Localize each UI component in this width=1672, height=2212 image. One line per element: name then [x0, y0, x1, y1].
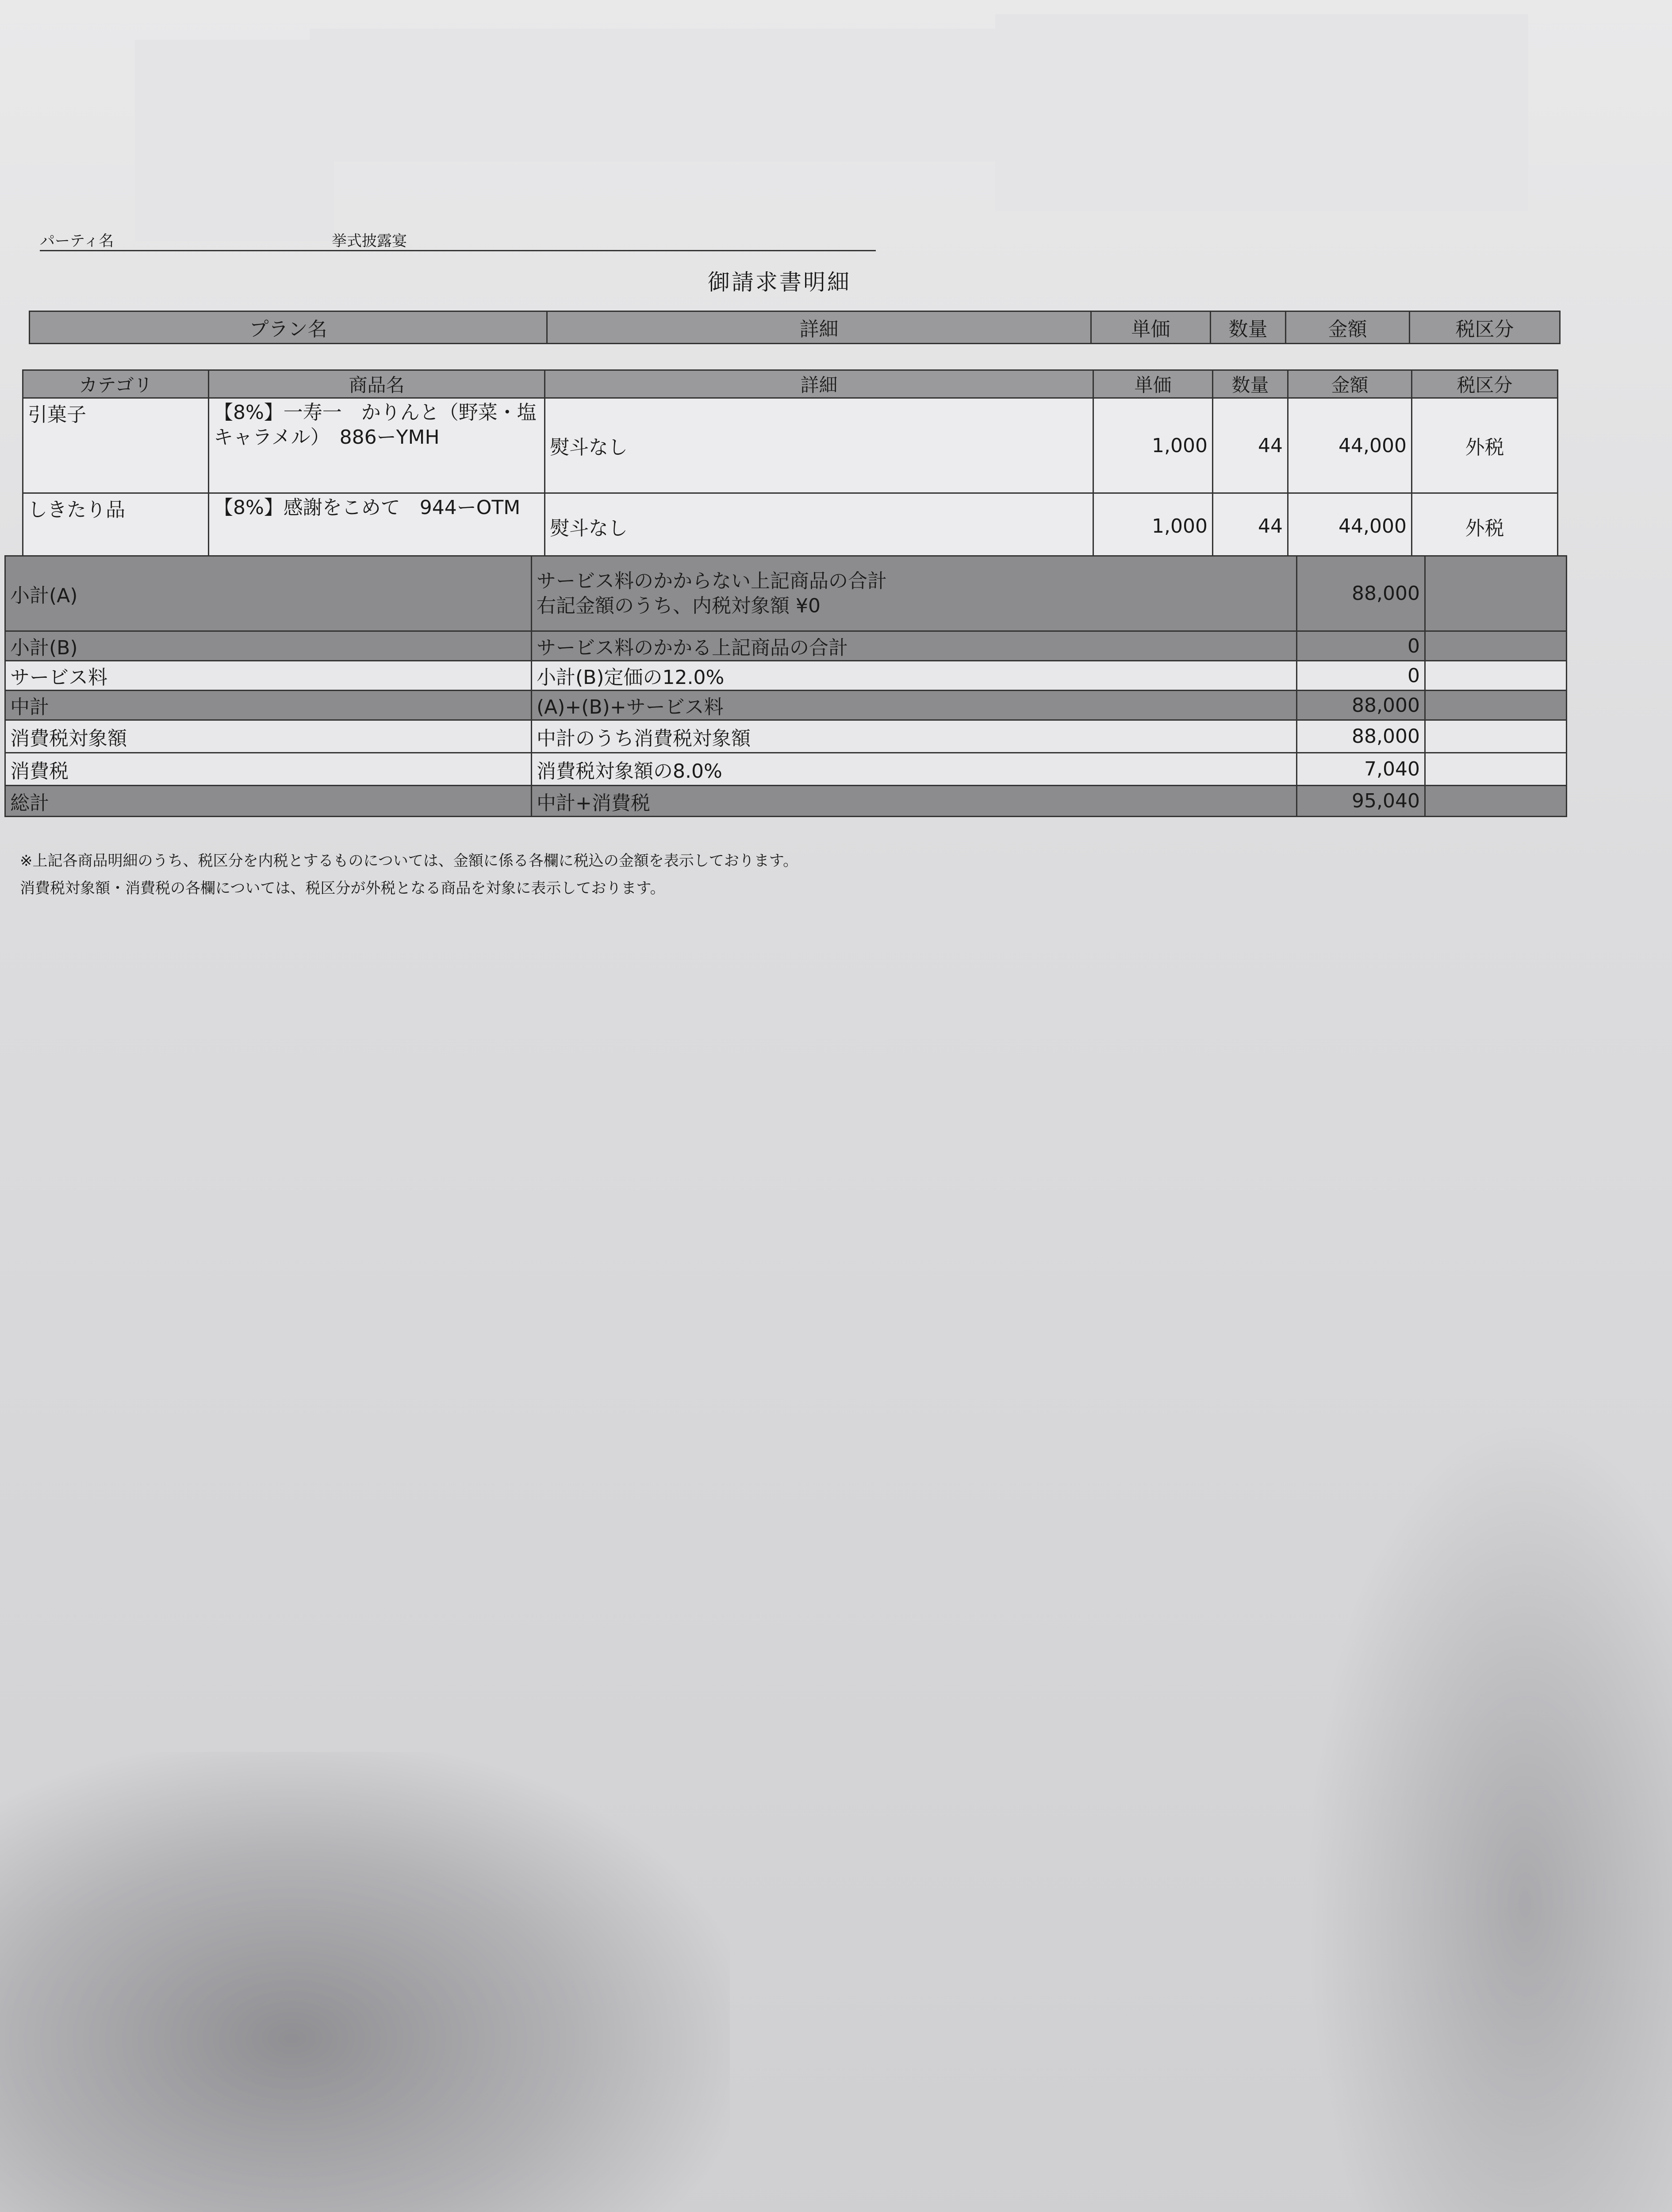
table-header-row: [23, 370, 1558, 398]
summary-label: 総計: [5, 786, 532, 817]
summary-table: [4, 555, 1567, 817]
table-row: [23, 493, 1558, 560]
document-title: 御請求書明細: [708, 269, 851, 295]
summary-value: 88,000: [1297, 720, 1425, 753]
summary-tax-cell: [1425, 753, 1567, 786]
summary-tax-cell: [1425, 631, 1567, 661]
summary-row-taxable: [5, 720, 1567, 753]
summary-value: 88,000: [1297, 691, 1425, 720]
summary-row-subtotal-b: [5, 631, 1567, 661]
column-header: 商品名: [209, 370, 545, 398]
column-header: 税区分: [1412, 370, 1558, 398]
tax-type-cell: 外税: [1412, 398, 1558, 493]
summary-row-tax: [5, 753, 1567, 786]
summary-label: 小計(B): [5, 631, 532, 661]
column-header: 詳細: [545, 370, 1093, 398]
summary-description: (A)+(B)+サービス料: [532, 691, 1297, 720]
table-header-row: [30, 311, 1560, 344]
redaction-block: [135, 40, 334, 241]
amount-cell: 44,000: [1288, 493, 1412, 560]
summary-description: [532, 556, 1297, 631]
summary-value: 0: [1297, 661, 1425, 691]
party-name: 挙式披露宴: [332, 232, 407, 250]
category-cell: 引菓子: [23, 398, 209, 493]
detail-cell: 熨斗なし: [545, 493, 1093, 560]
summary-value: 95,040: [1297, 786, 1425, 817]
column-header: 税区分: [1410, 311, 1560, 344]
tax-type-cell: 外税: [1412, 493, 1558, 560]
column-header: プラン名: [30, 311, 547, 344]
summary-label: 中計: [5, 691, 532, 720]
column-header: 単価: [1093, 370, 1213, 398]
column-header: 金額: [1286, 311, 1410, 344]
summary-row-service-fee: [5, 661, 1567, 691]
category-cell: しきたり品: [23, 493, 209, 560]
product-cell: 【8%】一寿一 かりんと（野菜・塩キャラメル） 886ーYMH: [209, 398, 545, 493]
quantity-cell: 44: [1213, 493, 1288, 560]
summary-label: 小計(A): [5, 556, 532, 631]
plan-table: [29, 311, 1561, 344]
quantity-cell: 44: [1213, 398, 1288, 493]
column-header: 数量: [1211, 311, 1286, 344]
redaction-block: [995, 14, 1528, 211]
footnote-line: 消費税対象額・消費税の各欄については、税区分が外税となる商品を対象に表示しております。: [20, 879, 665, 897]
product-cell: 【8%】感謝をこめて 944ーOTM: [209, 493, 545, 560]
summary-value: 0: [1297, 631, 1425, 661]
footnote-line: ※上記各商品明細のうち、税区分を内税とするものについては、金額に係る各欄に税込の金額を表示しております。: [20, 852, 798, 870]
column-header: カテゴリ: [23, 370, 209, 398]
summary-tax-cell: [1425, 661, 1567, 691]
summary-description: 小計(B)定価の12.0%: [532, 661, 1297, 691]
summary-tax-cell: [1425, 786, 1567, 817]
party-name-row: [40, 223, 876, 251]
column-header: 数量: [1213, 370, 1288, 398]
summary-label: 消費税: [5, 753, 532, 786]
amount-cell: 44,000: [1288, 398, 1412, 493]
summary-description: 中計のうち消費税対象額: [532, 720, 1297, 753]
summary-tax-cell: [1425, 691, 1567, 720]
unit-price-cell: 1,000: [1093, 398, 1213, 493]
table-row: [23, 398, 1558, 493]
items-table: [22, 369, 1558, 560]
summary-description: 中計+消費税: [532, 786, 1297, 817]
summary-row-subtotal-a: [5, 556, 1567, 631]
summary-label: 消費税対象額: [5, 720, 532, 753]
summary-label: サービス料: [5, 661, 532, 691]
summary-description-line: 右記金額のうち、内税対象額 ¥0: [537, 594, 821, 617]
column-header: 詳細: [547, 311, 1091, 344]
paper-shadow: [0, 1752, 730, 2212]
redaction-block: [310, 29, 995, 161]
column-header: 金額: [1288, 370, 1412, 398]
summary-row-total: [5, 786, 1567, 817]
summary-value: 7,040: [1297, 753, 1425, 786]
summary-value: 88,000: [1297, 556, 1425, 631]
summary-description: サービス料のかかる上記商品の合計: [532, 631, 1297, 661]
detail-cell: 熨斗なし: [545, 398, 1093, 493]
summary-tax-cell: [1425, 556, 1567, 631]
summary-description-line: サービス料のかからない上記商品の合計: [537, 569, 887, 592]
summary-description: 消費税対象額の8.0%: [532, 753, 1297, 786]
unit-price-cell: 1,000: [1093, 493, 1213, 560]
summary-row-midtotal: [5, 691, 1567, 720]
footnotes: [20, 847, 798, 902]
paper-shadow: [1305, 1416, 1672, 2212]
summary-tax-cell: [1425, 720, 1567, 753]
column-header: 単価: [1091, 311, 1211, 344]
party-label: パーティ名: [40, 232, 114, 250]
